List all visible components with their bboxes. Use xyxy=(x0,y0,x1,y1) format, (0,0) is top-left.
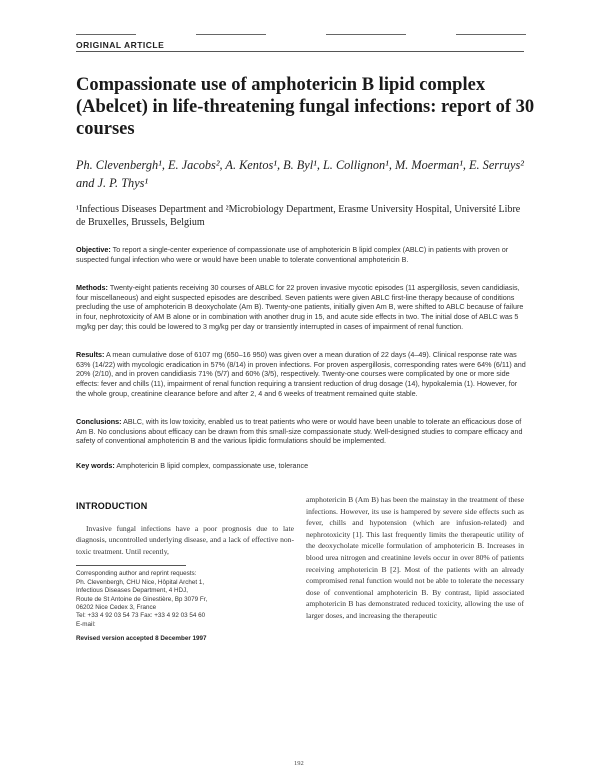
correspondence-label: Corresponding author and reprint requests: xyxy=(76,570,197,578)
keywords-label: Key words: xyxy=(76,461,115,470)
intro-paragraph-left: Invasive fungal infections have a poor prognosis due to late diagnosis, uncontrolled underlying disease, and a lack of effective non-toxic treatment. Until recently, xyxy=(76,523,294,556)
objective-text: To report a single-center experience of compassionate use of amphotericin B lipid complex (ABLC) in patients with proven or suspected fungal infection who were or would have been unable to tolerate conventional amphotericin B. xyxy=(76,245,509,264)
received-date: Revised version accepted 8 December 1997 xyxy=(76,635,207,643)
methods-label: Methods: xyxy=(76,283,108,292)
objective-label: Objective: xyxy=(76,245,111,254)
page-number: 192 xyxy=(294,760,304,767)
correspondence-line: Infectious Diseases Department, 4 HDJ, xyxy=(76,587,188,595)
correspondence-line: E-mail: xyxy=(76,620,96,628)
keywords-text: Amphotericin B lipid complex, compassionate use, tolerance xyxy=(116,461,309,470)
body-column-left xyxy=(76,494,294,645)
introduction-heading: INTRODUCTION xyxy=(76,501,148,511)
affiliation: ¹Infectious Diseases Department and ²Microbiology Department, Erasme University Hospital, Université Libre de Bruxelles, Brussels, Belgium xyxy=(76,204,521,228)
abstract-objective xyxy=(76,245,526,264)
footnote-divider xyxy=(76,565,186,566)
kicker-divider xyxy=(76,51,524,52)
article-type-label: ORIGINAL ARTICLE xyxy=(76,40,165,50)
correspondence-line: 06202 Nice Cedex 3, France xyxy=(76,604,157,611)
abstract-keywords xyxy=(76,461,526,471)
correspondence-line: Tel: +33 4 92 03 54 73 Fax: +33 4 92 03 54 60 xyxy=(76,612,206,620)
abstract-methods xyxy=(76,283,526,332)
correspondence-block xyxy=(76,570,294,629)
body-column-right xyxy=(306,494,524,622)
conclusions-text: ABLC, with its low toxicity, enabled us to treat patients who were or would have been unable to tolerate an efficacious dose of Am B. No conclusions about efficacy can be drawn from this small-size compassionate study. Well-designed studies to compare efficacy and safety of conventional amphotericin B and the various lipidic formulations should be implemented. xyxy=(76,417,523,446)
correspondence-line: Route de St Antoine de Ginestière, Bp 3079 Fr, xyxy=(76,595,208,603)
correspondence-line: Ph. Clevenbergh, CHU Nice, Hôpital Archet 1, xyxy=(76,578,205,586)
results-text: A mean cumulative dose of 6107 mg (650–16 950) was given over a mean duration of 22 days (4–49). Clinical response rate was 63% (14/22) with mycologic eradication in 57% (8/14) in proven infections. For proven aspergillosis, corresponding rates were 64% (6/11) and 20% (2/10), and in proven candidiasis 71% (5/7) and 60% (3/5), respectively. Twenty-one courses were complicated by one or more side effects: fever and chills (11), impairment of renal function requiring a transient reduction of drug dosage (14), hypokalemia (1). However, for the whole group, creatinine clearance before and after 2, 4 and 6 weeks of treatment remained quite stable. xyxy=(76,350,526,398)
abstract-conclusions xyxy=(76,417,526,446)
conclusions-label: Conclusions: xyxy=(76,417,122,426)
results-label: Results: xyxy=(76,350,105,359)
author-list: Ph. Clevenbergh¹, E. Jacobs², A. Kentos¹, B. Byl¹, L. Collignon¹, M. Moerman¹, E. Serruys² and J. P. Thys¹ xyxy=(76,158,524,190)
abstract-results xyxy=(76,350,526,399)
methods-text: Twenty-eight patients receiving 30 courses of ABLC for 22 proven invasive mycotic episodes (11 aspergillosis, seven candidiasis, four miscellaneous) and eight suspected episodes are described. Seven patients were given ABLC first-line therapy because of conditions precluding the use of amphotericin B deoxycholate (Am B). Twenty-one patients, initially given Am B, were shifted to ABLC because of failure in four, nephrotoxicity of AM B alone or in combination with another drug in 15, and acute side effects in two. The initial dose of ABLC was 5 mg/kg per day; this could be lowered to 3 mg/kg per day or transiently interrupted in cases of impairment of renal function. xyxy=(76,283,524,331)
intro-paragraph-right: amphotericin B (Am B) has been the mainstay in the treatment of these infections. However, its use is hampered by severe side effects such as fever, chills and hypotension (which are infusion-related) and nephrotoxicity [1]. This last frequently limits the therapeutic utility of the deoxycholate micelle formulation of amphotericin B. Increases in blood urea nitrogen and creatinine levels occur in over 80% of patients receiving amphotericin B [2]. Most of the patients with an already compromised renal function would not be able to tolerate the necessary dose of conventional amphotericin B. By contrast, lipid associated amphotericin B has demonstrated reduced toxicity, allowing the use of larger doses, and increasing the therapeutic xyxy=(306,495,524,620)
article-title: Compassionate use of amphotericin B lipid complex (Abelcet) in life-threatening fungal infections: report of 30 courses xyxy=(76,75,535,139)
